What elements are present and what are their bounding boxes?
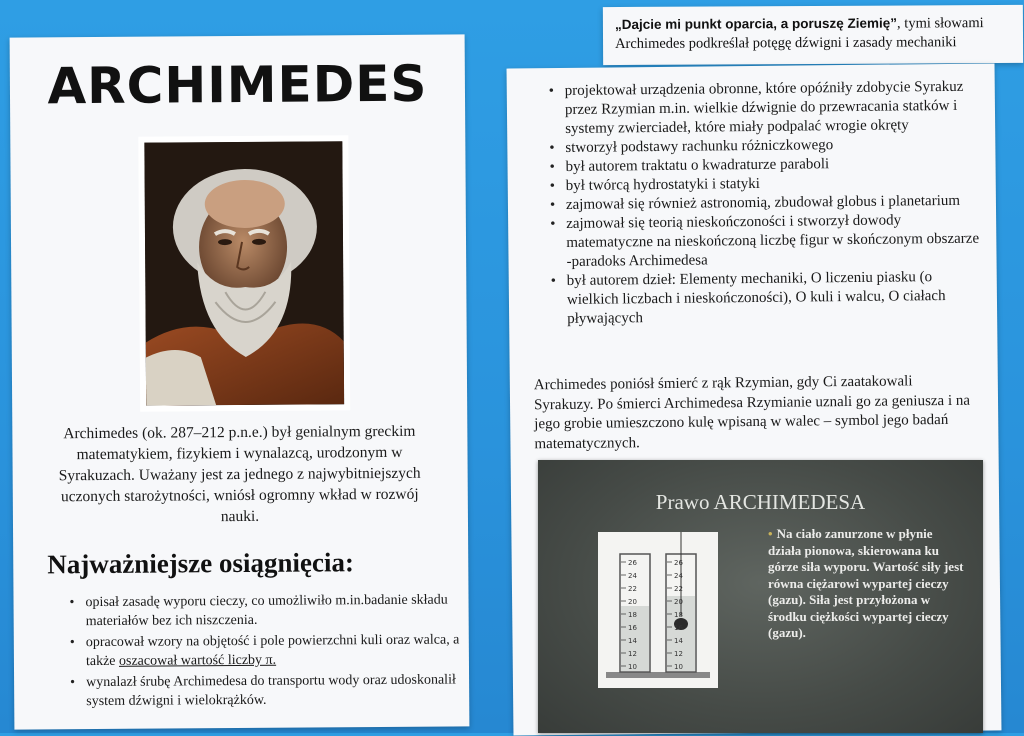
scale-tick-label: 22: [628, 585, 637, 593]
bullet-dot-icon: •: [768, 526, 773, 541]
portrait-frame: [138, 135, 350, 411]
slide-title: Prawo ARCHIMEDESA: [655, 490, 866, 514]
intro-paragraph: Archimedes (ok. 287–212 p.n.e.) był genialnym greckim matematykiem, fizykiem i wynalazcą, urodzonym w Syrakuzach. Uważany jest za jednego z najwybitniejszych uczonych starożytności, wniósł ogromny wkład w rozwój nauki.: [58, 422, 421, 526]
quote-bold: „Dajcie mi punkt oparcia, a poruszę Ziemię”: [614, 15, 898, 33]
scale-tick-label: 20: [674, 598, 683, 606]
scale-tick-label: 14: [674, 637, 683, 645]
achievement-text: opracował wzory na objętość i pole powierzchni kuli oraz walca, a także: [85, 632, 460, 670]
scale-tick-label: 14: [628, 637, 637, 645]
left-poster-sheet: [10, 34, 470, 729]
quote-strip: [603, 5, 1023, 65]
measuring-cylinders-figure: [598, 532, 718, 688]
list-item: • był autorem dzieł: Elementy mechaniki, O liczeniu piasku (o wielkich liczbach i nieskończoności), O kuli i walcu, O ciałach pływających: [567, 268, 988, 329]
list-item: [85, 590, 485, 631]
scale-tick-label: 16: [628, 624, 637, 632]
scale-tick-label: 26: [628, 559, 637, 567]
scale-tick-label: 12: [674, 650, 683, 658]
achievements-list: [67, 590, 486, 713]
cylinders-illustration: [598, 532, 718, 688]
death-paragraph: Archimedes poniósł śmierć z rąk Rzymian, gdy Ci zaatakowali Syrakuzy. Po śmierci Archimedesa Rzymianie uznali go za geniusza i na jego grobie umieszczono kulę wpisaną w walec – symbol jego badań matematycznych.: [533, 373, 971, 452]
list-item: • był twórcą hydrostatyki i statyki: [566, 173, 986, 196]
law-statement: Na ciało zanurzone w płynie działa pionowa, skierowana ku górze siła wyporu. Wartość siły jest równa ciężarowi wypartej cieczy (gazu). Siła jest przyłożona w środku ciężkości wypartej cieczy (gazu).: [768, 526, 964, 640]
scale-tick-label: 22: [674, 585, 683, 593]
scale-tick-label: 20: [628, 598, 637, 606]
scale-tick-label: 18: [628, 611, 637, 619]
scale-tick-label: 10: [628, 663, 637, 671]
scale-tick-label: 10: [674, 663, 683, 671]
scale-tick-label: 18: [674, 611, 683, 619]
list-item: • stworzył podstawy rachunku różniczkowego: [565, 135, 985, 158]
quote-text: [615, 13, 1015, 54]
list-item: • zajmował się teorią nieskończoności i stworzył dowody matematyczne na nieskończoną liczbę figur w skończonym obszarze -paradoks Archimedesa: [566, 211, 987, 272]
scale-tick-label: 26: [674, 559, 683, 567]
scale-tick-label: 12: [628, 650, 637, 658]
achievements-heading: Najważniejsze osiągnięcia:: [47, 547, 355, 580]
scale-tick-label: 24: [628, 572, 637, 580]
scale-tick-label: 16: [674, 624, 683, 632]
archimedes-portrait-image: [144, 141, 344, 405]
achievements-continued-list: [547, 78, 988, 330]
portrait-illustration: [144, 141, 344, 405]
list-item: • był autorem traktatu o kwadraturze paraboli: [565, 154, 985, 177]
slide-law-text: [768, 526, 968, 642]
achievement-text: wynalazł śrubę Archimedesa do transportu wody oraz udoskonalił system dźwigni i wielokrążków.: [86, 672, 456, 710]
archimedes-law-slide: [538, 460, 983, 733]
quote-rest: , tymi słowami Archimedes podkreślał potęgę dźwigni i zasady mechaniki: [615, 15, 984, 53]
achievement-text: opisał zasadę wyporu cieczy, co umożliwiło m.in.badanie składu materiałów bez ich niszczenia.: [85, 592, 448, 630]
list-item: [86, 670, 486, 711]
poster-title: ARCHIMEDES: [47, 54, 428, 116]
list-item: • zajmował się również astronomią, zbudował globus i planetarium: [566, 192, 986, 215]
scale-tick-label: 24: [674, 572, 683, 580]
pi-estimation-text: oszacował wartość liczby π.: [118, 652, 277, 669]
list-item: • projektował urządzenia obronne, które opóźniły zdobycie Syrakuz przez Rzymian m.in. wielkie dźwignie do przewracania statków i systemy zwierciadeł, które miały podpalać wrogie okręty: [565, 78, 986, 139]
list-item: [86, 630, 486, 671]
